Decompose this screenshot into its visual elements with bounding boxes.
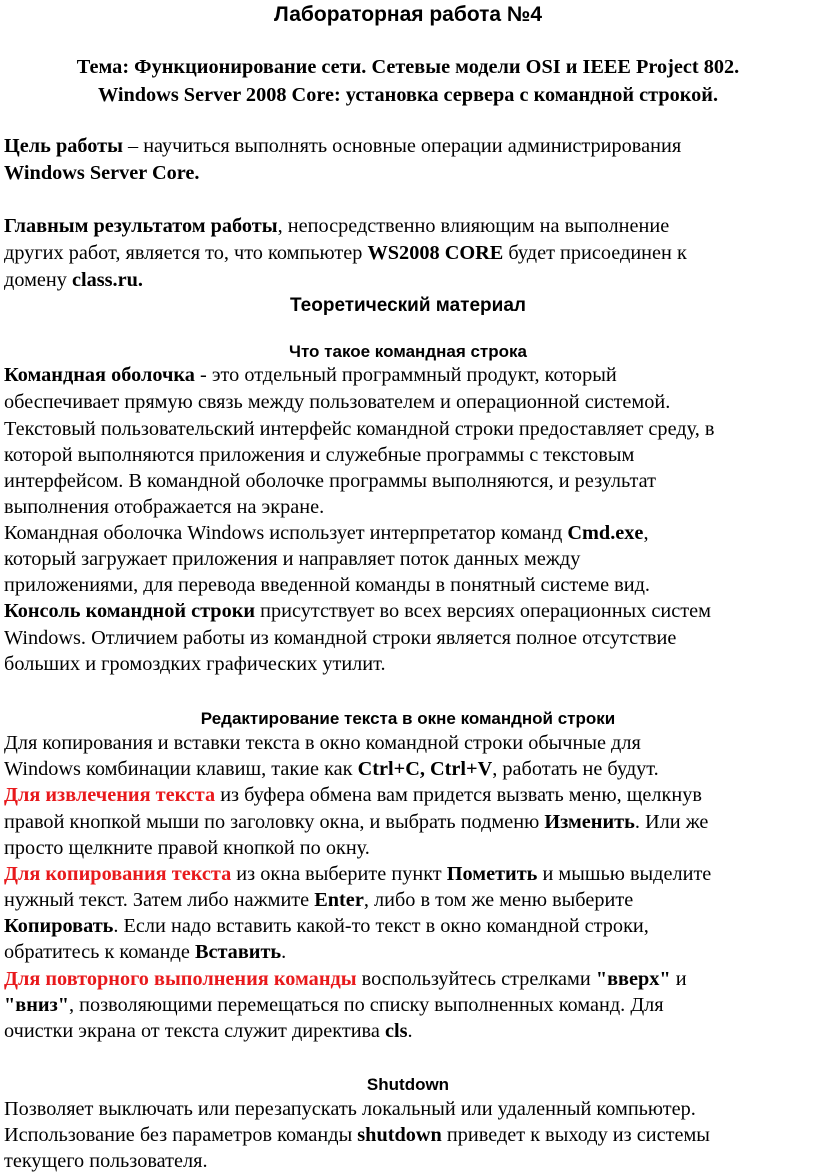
result-line-2: других работ, является то, что компьютер WS2008 CORE будет присоединен к: [4, 242, 687, 264]
shutdown-line-1: Позволяет выключать или перезапускать локальный или удаленный компьютер.: [4, 1098, 696, 1120]
topic-line-1: Тема: Функционирование сети. Сетевые модели OSI и IEEE Project 802.: [76, 56, 740, 78]
copy-line-4: обратитесь к команде Вставить.: [4, 941, 287, 963]
goal-line-1: Цель работы – научиться выполнять основные операции администрирования: [4, 135, 682, 157]
cmd-p2-line-3: приложениями, для перевода введенной команды в понятный системе вид.: [4, 574, 650, 596]
goal-label: Цель работы: [4, 135, 123, 157]
section-shutdown-heading: Shutdown: [366, 1075, 450, 1094]
goal-line-2: Windows Server Core.: [4, 162, 200, 184]
cmd-p1-line-3: Текстовый пользовательский интерфейс командной строки предоставляет среду, в: [4, 418, 715, 440]
cmd-p3-line-1: Консоль командной строки присутствует во всех версиях операционных систем: [4, 600, 711, 622]
page-title: Лабораторная работа №4: [273, 3, 543, 26]
repeat-label: Для повторного выполнения команды: [4, 968, 357, 990]
cmd-p1-line-4: которой выполняются приложения и служебные программы с текстовым: [4, 444, 635, 466]
result-line-1: Главным результатом работы, непосредственно влияющим на выполнение: [4, 215, 670, 237]
extract-line-3: просто щелкните правой кнопкой по окну.: [4, 837, 370, 859]
cmd-p3-line-2: Windows. Отличием работы из командной строки является полное отсутствие: [4, 627, 677, 649]
cmd-p1-line-1: Командная оболочка - это отдельный программный продукт, который: [4, 364, 617, 386]
result-line-3: домену class.ru.: [4, 269, 143, 291]
topic-line-2: Windows Server 2008 Core: установка сервера с командной строкой.: [97, 84, 719, 106]
cmd-p1-line-5: интерфейсом. В командной оболочке программы выполняются, и результат: [4, 470, 656, 492]
copy-line-2: нужный текст. Затем либо нажмите Enter, либо в том же меню выберите: [4, 889, 634, 911]
cmd-p1-line-2: обеспечивает прямую связь между пользователем и операционной системой.: [4, 391, 671, 413]
copy-label: Для копирования текста: [4, 863, 232, 885]
cmd-p2-line-1: Командная оболочка Windows использует интерпретатор команд Cmd.exe,: [4, 522, 649, 544]
shutdown-line-3: текущего пользователя.: [4, 1150, 208, 1172]
cmd-p1-line-6: выполнения отображается на экране.: [4, 496, 325, 518]
copy-line-3: Копировать. Если надо вставить какой-то текст в окно командной строки,: [4, 915, 649, 937]
section-theory-heading: Теоретический материал: [290, 295, 526, 316]
cmd-p3-line-3: больших и громоздких графических утилит.: [4, 653, 386, 675]
repeat-line-3: очистки экрана от текста служит директива cls.: [4, 1020, 413, 1042]
extract-label: Для извлечения текста: [4, 784, 216, 806]
result-label: Главным результатом работы: [4, 215, 278, 237]
extract-line-1: Для извлечения текста из буфера обмена вам придется вызвать меню, щелкнув: [4, 784, 702, 806]
repeat-line-2: "вниз", позволяющими перемещаться по списку выполненных команд. Для: [4, 994, 664, 1016]
repeat-line-1: Для повторного выполнения команды воспользуйтесь стрелками "вверх" и: [4, 968, 687, 990]
shutdown-line-2: Использование без параметров команды shutdown приведет к выходу из системы: [4, 1124, 710, 1146]
section-edit-heading: Редактирование текста в окне командной строки: [200, 709, 616, 728]
section-cmd-heading: Что такое командная строка: [289, 342, 527, 361]
edit-line-2: Windows комбинации клавиш, такие как Ctrl+C, Ctrl+V, работать не будут.: [4, 758, 659, 780]
edit-line-1: Для копирования и вставки текста в окно командной строки обычные для: [4, 732, 641, 754]
copy-line-1: Для копирования текста из окна выберите пункт Пометить и мышью выделите: [4, 863, 712, 885]
extract-line-2: правой кнопкой мыши по заголовку окна, и выбрать подменю Изменить. Или же: [4, 811, 709, 833]
cmd-p2-line-2: который загружает приложения и направляет поток данных между: [4, 548, 581, 570]
